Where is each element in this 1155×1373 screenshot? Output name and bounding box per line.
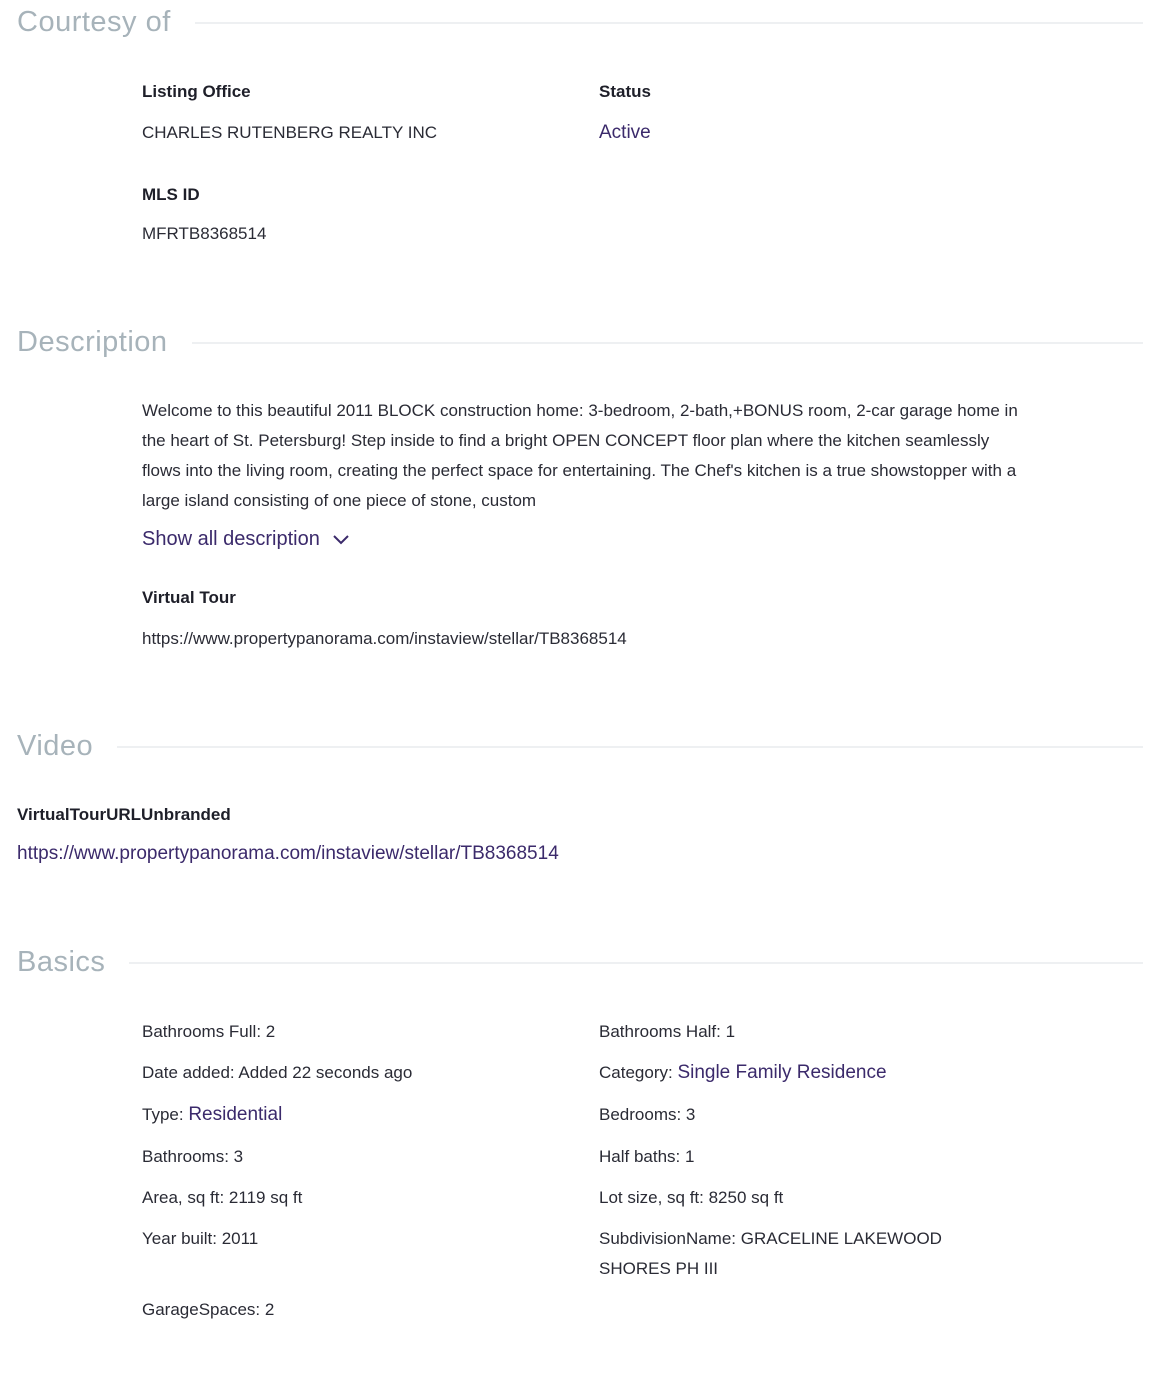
courtesy-title: Courtesy of bbox=[17, 6, 171, 38]
subdivision-name: SubdivisionName: GRACELINE LAKEWOOD SHORES PH III bbox=[599, 1229, 942, 1278]
status-value[interactable]: Active bbox=[599, 122, 651, 143]
mls-id-value: MFRTB8368514 bbox=[142, 224, 267, 243]
year-built: Year built: 2011 bbox=[142, 1229, 259, 1248]
virtual-tour-value: https://www.propertypanorama.com/instaview/stellar/TB8368514 bbox=[142, 629, 627, 648]
virtual-tour-label: Virtual Tour bbox=[142, 588, 236, 607]
chevron-down-icon bbox=[332, 531, 350, 549]
show-all-label: Show all description bbox=[142, 528, 320, 550]
garage-spaces: GarageSpaces: 2 bbox=[142, 1300, 275, 1319]
listing-office-value: CHARLES RUTENBERG REALTY INC bbox=[142, 123, 438, 142]
show-all-description-button[interactable] bbox=[142, 528, 350, 551]
section-divider bbox=[129, 962, 1143, 964]
video-section-header bbox=[17, 730, 1143, 763]
listing-office-label: Listing Office bbox=[142, 82, 251, 101]
date-added: Date added: Added 22 seconds ago bbox=[142, 1063, 413, 1082]
half-baths: Half baths: 1 bbox=[599, 1147, 695, 1166]
type-label: Type: bbox=[142, 1105, 189, 1124]
status-label: Status bbox=[599, 82, 651, 101]
video-title: Video bbox=[17, 730, 94, 762]
type bbox=[142, 1100, 282, 1130]
section-divider bbox=[117, 746, 1143, 748]
bathrooms-full: Bathrooms Full: 2 bbox=[142, 1022, 276, 1041]
bathrooms-half: Bathrooms Half: 1 bbox=[599, 1022, 736, 1041]
virtual-tour-link[interactable]: https://www.propertypanorama.com/instaview/stellar/TB8368514 bbox=[17, 843, 559, 864]
courtesy-section-header bbox=[17, 6, 1143, 39]
bedrooms: Bedrooms: 3 bbox=[599, 1105, 696, 1124]
section-divider bbox=[192, 342, 1143, 344]
description-title: Description bbox=[17, 326, 168, 358]
category bbox=[599, 1058, 887, 1088]
category-label: Category: bbox=[599, 1063, 678, 1082]
bathrooms: Bathrooms: 3 bbox=[142, 1147, 244, 1166]
mls-id-label: MLS ID bbox=[142, 185, 200, 204]
type-link[interactable]: Residential bbox=[188, 1104, 283, 1125]
section-divider bbox=[195, 22, 1143, 24]
description-section-header bbox=[17, 326, 1143, 359]
description-text: Welcome to this beautiful 2011 BLOCK construction home: 3-bedroom, 2-bath,+BONUS room, 2-car garage home in the heart of St. Petersburg! Step inside to find a bright OPEN CONCEPT floor plan where the kitchen seamlessly flows into the living room, creating the perfect space for entertaining. The Chef's kitchen is a true showstopper with a large island consisting of one piece of stone, custom bbox=[142, 401, 1018, 510]
virtual-tour-unbranded-label: VirtualTourURLUnbranded bbox=[17, 805, 231, 824]
basics-section-header bbox=[17, 946, 1143, 979]
basics-title: Basics bbox=[17, 946, 106, 978]
category-link[interactable]: Single Family Residence bbox=[677, 1062, 887, 1083]
lot-size: Lot size, sq ft: 8250 sq ft bbox=[599, 1188, 784, 1207]
area: Area, sq ft: 2119 sq ft bbox=[142, 1188, 303, 1207]
